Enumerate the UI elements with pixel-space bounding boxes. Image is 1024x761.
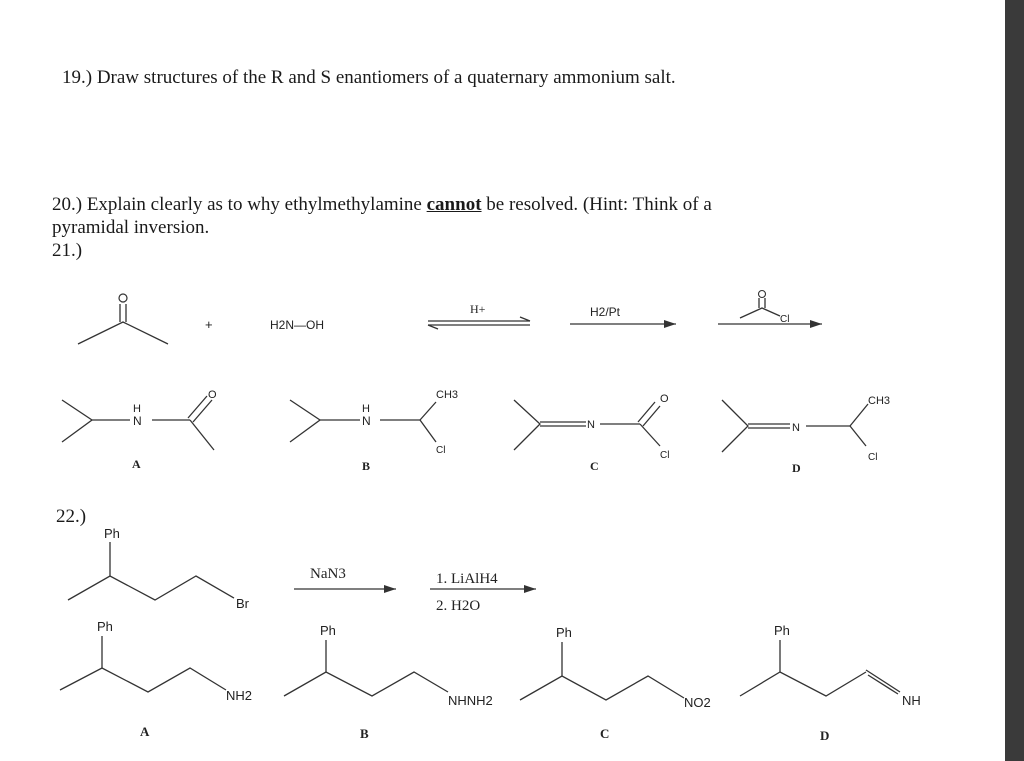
- q22-a-phenyl: Ph: [97, 619, 113, 634]
- q22-start-structure: [68, 542, 234, 600]
- q21-a-nitrogen: N: [133, 414, 142, 428]
- q21-b-hydrogen: H: [362, 403, 370, 415]
- q22-d-phenyl: Ph: [774, 623, 790, 638]
- acetone-structure: [78, 294, 168, 344]
- hydrogenation-arrow: [570, 320, 676, 328]
- q22-option-c-structure: [520, 642, 684, 700]
- question-20-text-end: be resolved. (Hint: Think of a: [481, 194, 712, 215]
- q21-option-d-letter: D: [792, 461, 801, 475]
- q22-option-a-letter: A: [140, 724, 150, 739]
- q21-option-c-letter: C: [590, 459, 599, 473]
- q22-a-amine: NH2: [226, 688, 253, 703]
- q21-option-a-letter: A: [132, 457, 141, 471]
- q22-option-a-structure: [60, 636, 226, 692]
- q21-c-nitrogen: N: [587, 419, 595, 431]
- question-20-emphasis: cannot: [426, 194, 482, 215]
- hydrogenation-label: H2/Pt: [590, 305, 621, 319]
- q21-c-chlorine: Cl: [660, 450, 670, 461]
- q21-a-oxygen: O: [208, 389, 217, 401]
- hydroxylamine-reagent: H2N—OH: [270, 318, 325, 332]
- question-20-line-2: pyramidal inversion.: [52, 217, 210, 238]
- q21-d-nitrogen: N: [792, 422, 800, 434]
- question-22-number: 22.): [56, 506, 87, 527]
- q21-b-nitrogen: N: [362, 414, 371, 428]
- q22-option-c-letter: C: [600, 726, 610, 741]
- q22-c-nitro: NO2: [684, 695, 711, 710]
- question-21-number: 21.): [52, 240, 83, 261]
- q21-a-hydrogen: H: [133, 403, 141, 415]
- q22-start-phenyl: Ph: [104, 526, 120, 541]
- q22-option-d-letter: D: [820, 728, 830, 743]
- acid-catalyst-label: H+: [470, 302, 486, 316]
- q22-b-hydrazine: NHNH2: [448, 693, 493, 708]
- q21-d-chlorine: Cl: [868, 452, 878, 463]
- reduction-step-2: 2. H2O: [436, 598, 481, 614]
- question-20-text-start: 20.) Explain clearly as to why ethylmethylamine: [52, 194, 427, 215]
- q21-option-b-letter: B: [362, 459, 371, 473]
- q22-c-phenyl: Ph: [556, 625, 572, 640]
- plus-sign: +: [205, 317, 213, 332]
- q22-option-b-letter: B: [360, 726, 369, 741]
- q21-d-methyl: CH3: [868, 395, 891, 407]
- sodium-azide-label: NaN3: [310, 566, 346, 582]
- q22-b-phenyl: Ph: [320, 623, 336, 638]
- azide-arrow: [294, 585, 396, 593]
- q22-option-d-structure: [740, 640, 900, 696]
- q22-start-bromine: Br: [236, 596, 249, 611]
- acyl-chloride-label: Cl: [780, 314, 790, 325]
- q22-d-imine: NH: [902, 693, 921, 708]
- q21-b-chlorine: Cl: [436, 445, 446, 456]
- q21-c-oxygen: O: [660, 393, 669, 405]
- equilibrium-arrow: [428, 317, 530, 329]
- q22-option-b-structure: [284, 640, 448, 696]
- page-edge-bar: [1005, 0, 1024, 761]
- acetyl-chloride-arrow: [718, 291, 822, 329]
- q21-b-methyl: CH3: [436, 389, 459, 401]
- question-19: 19.) Draw structures of the R and S enantiomers of a quaternary ammonium salt.: [62, 67, 676, 88]
- reduction-step-1: 1. LiAlH4: [436, 571, 498, 587]
